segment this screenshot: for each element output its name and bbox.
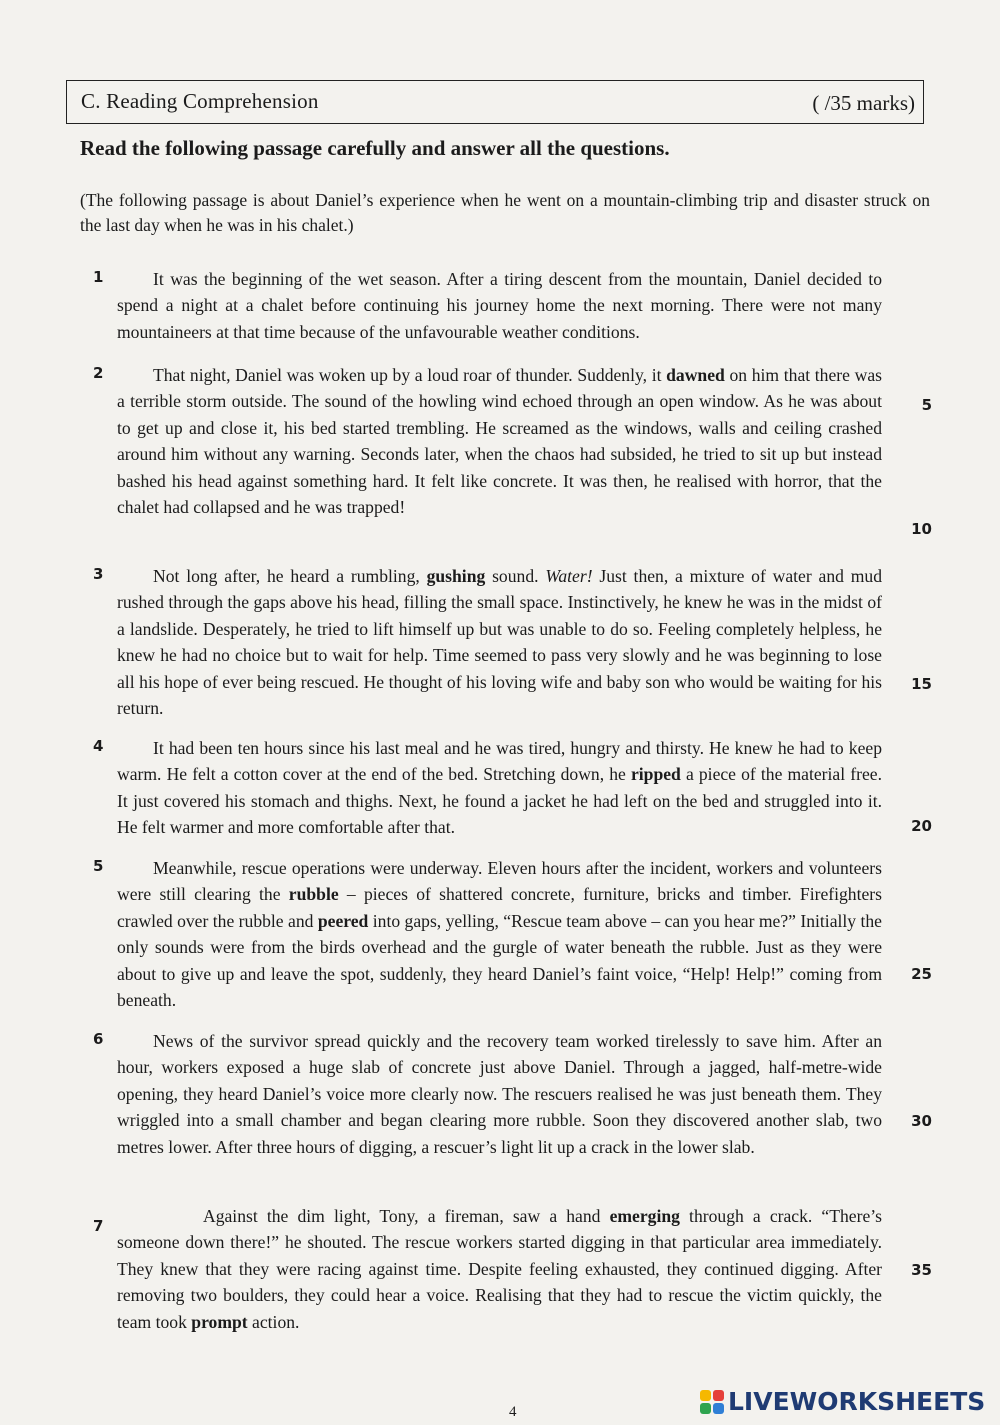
paragraph-number: 4: [93, 737, 104, 755]
section-header-box: [66, 80, 924, 124]
paragraph-text: That night, Daniel was woken up by a loud roar of thunder. Suddenly, it: [153, 365, 667, 385]
paragraph-3: [80, 563, 940, 721]
paragraph-text: It was the beginning of the wet season. After a tiring descent from the mountain, Daniel decided to spend a night at a chalet before continuing his journey home the next morning. There were not many mountaineers at that time because of the unfavourable weather conditions.: [117, 269, 882, 342]
paragraph-text: Just then, a mixture of water and mud rushed through the gaps above his head, filling the small space. Instinctively, he knew he was in the midst of a landslide. Desperately, he tried to lift himself up but was unable to do so. Feeling completely helpless, he knew he had no choice but to wait for help. Time seemed to pass very slowly and he was beginning to lose all his hope of ever being rescued. He thought of his loving wife and baby son who would be waiting for his return.: [117, 566, 882, 719]
line-number: 20: [911, 817, 932, 835]
vocab-word: dawned: [666, 365, 725, 385]
paragraph-1: [80, 266, 940, 345]
vocab-word: prompt: [191, 1311, 248, 1332]
paragraph-number: 1: [93, 268, 104, 286]
line-number: 25: [911, 965, 932, 983]
paragraph-text: Against the dim light, Tony, a fireman, saw a hand: [203, 1206, 610, 1226]
instruction-text: Read the following passage carefully and answer all the questions.: [80, 136, 670, 160]
vocab-word: gushing: [426, 566, 486, 586]
paragraph-2: [80, 362, 940, 538]
paragraph-text: into gaps, yelling, “Rescue team above – can you hear me?” Initially the only sounds were from the birds overhead and the gurgle of water beneath the rubble. Just as they were about to give up and leave the spot, suddenly, they heard Daniel’s faint voice, “Help! Help!” coming from beneath.: [117, 910, 882, 1011]
vocab-word: peered: [317, 910, 369, 931]
section-title: C. Reading Comprehension: [81, 89, 319, 113]
paragraph-number: 7: [93, 1217, 104, 1235]
paragraph-text: a piece of the material free. It just covered his stomach and thighs. Next, he found a jacket he had left on the bed and struggled into it. He felt warmer and more comfortable after that.: [117, 764, 882, 838]
brand-grid-icon: [700, 1390, 724, 1414]
paragraph-text: on him that there was a terrible storm outside. The sound of the howling wind echoed through an open window. As he was about to get up and close it, his bed started trembling. He screamed as the windows, walls and ceiling crashed around him without any warning. Seconds later, when the chaos had subsided, he tried to sit up but instead bashed his head against something hard. It felt like concrete. It was then, he realised with horror, that the chalet had collapsed and he was trapped!: [117, 365, 882, 518]
paragraph-text: action.: [247, 1311, 300, 1332]
liveworksheets-logo[interactable]: [700, 1387, 985, 1416]
paragraph-text: It had been ten hours since his last meal and he was tired, hungry and thirsty. He knew he had to keep warm. He felt a cotton cover at the end of the bed. Stretching down, he: [117, 738, 882, 785]
paragraph-text: Meanwhile, rescue operations were underway. Eleven hours after the incident, workers and volunteers were still clearing the: [117, 858, 882, 905]
paragraph-text: Not long after, he heard a rumbling,: [153, 566, 427, 586]
emphasis-word: Water!: [545, 566, 593, 586]
marks-field: ( /35 marks): [812, 91, 915, 115]
passage-intro: (The following passage is about Daniel’s experience when he went on a mountain-climbing trip and disaster struck on the last day when he was in his chalet.): [80, 190, 930, 235]
paragraph-5: [80, 855, 940, 1013]
vocab-word: emerging: [609, 1206, 680, 1226]
vocab-word: ripped: [630, 764, 681, 785]
paragraph-text: through a crack. “There’s someone down there!” he shouted. The rescue workers started digging in that particular area immediately. They knew that they were racing against time. Despite feeling exhausted, they continued digging. After removing two boulders, they could hear a voice. Realising that they had to rescue the victim quickly, the team took: [117, 1206, 882, 1332]
paragraph-text: News of the survivor spread quickly and the recovery team worked tirelessly to save him. After an hour, workers exposed a huge slab of concrete just above Daniel. Through a jagged, half-metre-wide opening, they heard Daniel’s voice more clearly now. The rescuers realised he was just beneath them. They wriggled into a small chamber and began clearing more rubble. Soon they discovered another slab, two metres lower. After three hours of digging, a rescuer’s light lit up a crack in the lower slab.: [117, 1031, 882, 1157]
paragraph-text: sound.: [485, 566, 546, 586]
paragraph-text: – pieces of shattered concrete, furniture, bricks and timber. Firefighters crawled over the rubble and: [117, 884, 882, 931]
page-number: 4: [509, 1404, 517, 1420]
vocab-word: rubble: [288, 884, 339, 905]
paragraph-number: 2: [93, 364, 104, 382]
line-number: 10: [911, 520, 932, 538]
line-number: 30: [911, 1112, 932, 1130]
line-number: 15: [911, 675, 932, 693]
paragraph-number: 5: [93, 857, 104, 875]
line-number: 35: [911, 1261, 932, 1279]
paragraph-4: [80, 735, 940, 841]
paragraph-number: 3: [93, 565, 104, 583]
brand-name: LIVEWORKSHEETS: [728, 1387, 986, 1416]
paragraph-7: [80, 1203, 940, 1335]
line-number: 5: [921, 396, 932, 414]
paragraph-6: [80, 1028, 940, 1160]
paragraph-number: 6: [93, 1030, 104, 1048]
